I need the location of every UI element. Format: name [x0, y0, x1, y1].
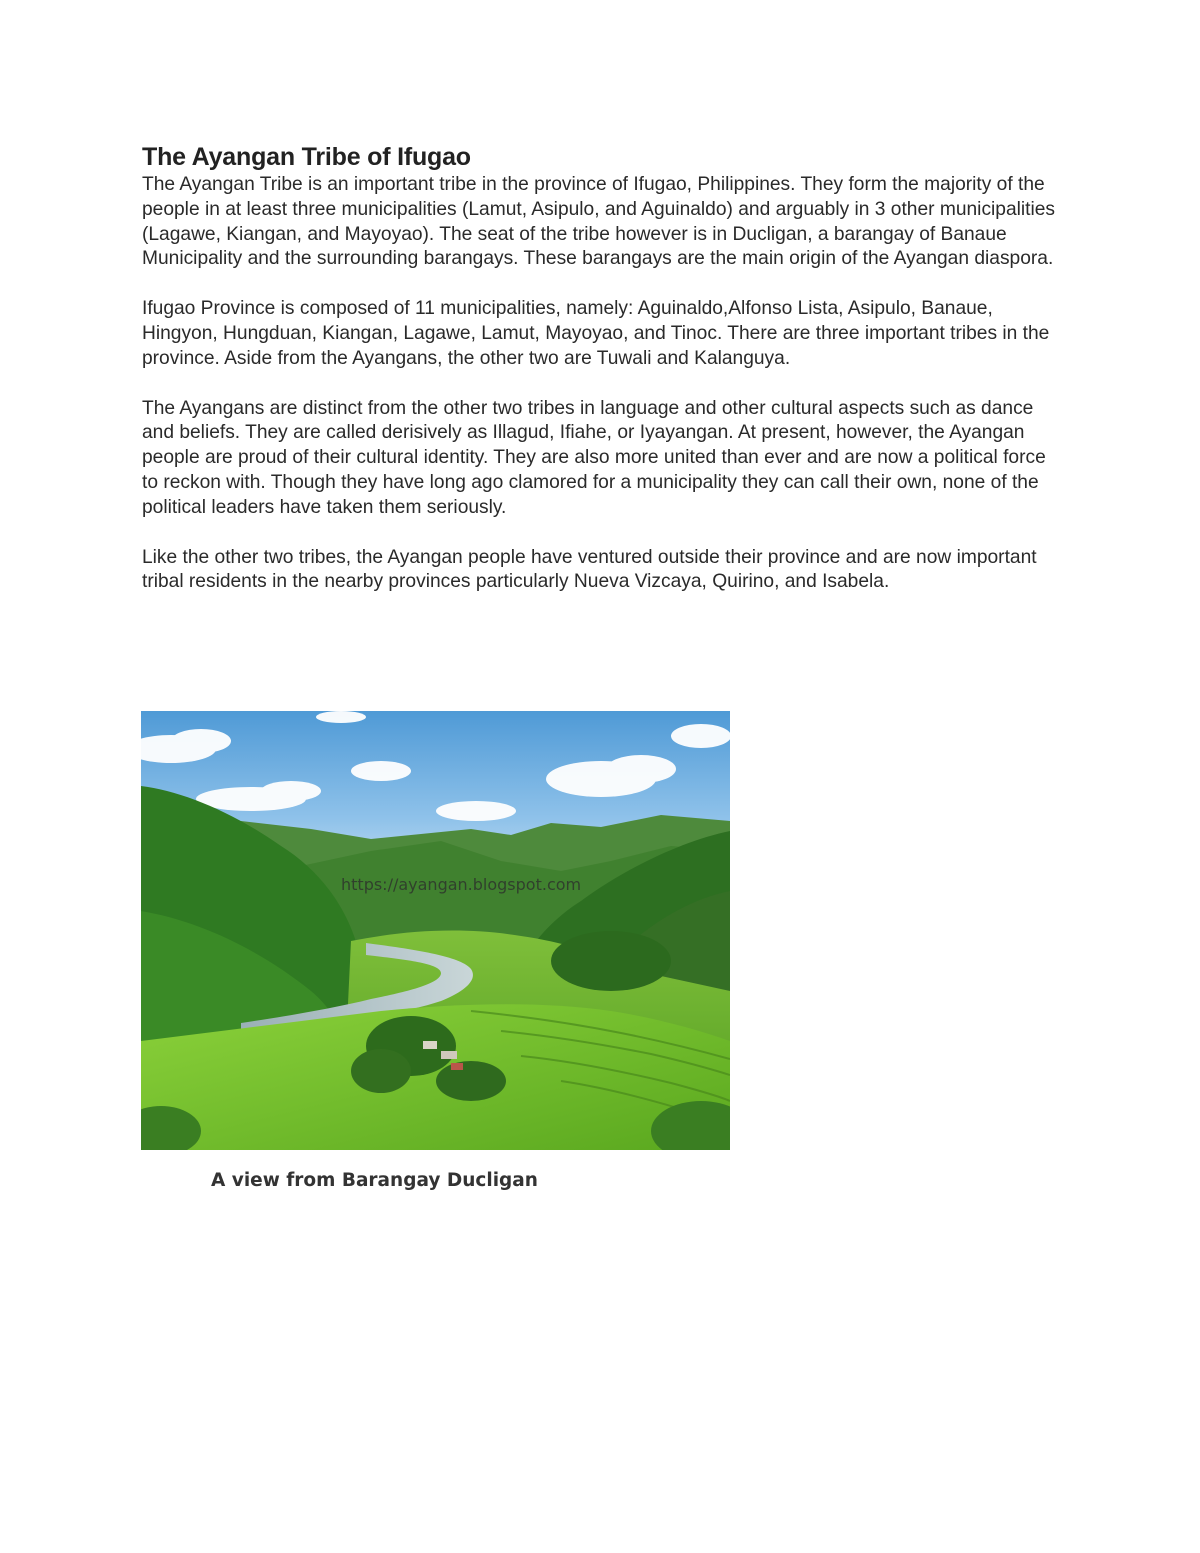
- figure-caption: A view from Barangay Ducligan: [211, 1170, 538, 1191]
- paragraph-diaspora: Like the other two tribes, the Ayangan people have ventured outside their province and are now important tribal residents in the nearby provinces particularly Nueva Vizcaya, Quirino, and Isabela.: [142, 546, 1037, 593]
- landscape-photo: [141, 711, 730, 1150]
- paragraph-distinct: The Ayangans are distinct from the other two tribes in language and other cultural aspects such as dance and beliefs. They are called derisively as Illagud, Ifiahe, or Iyayangan. At present, however, the Ayangan people are proud of their cultural identity. They are also more united than ever and are now a political force to reckon with. Though they have long ago clamored for a municipality they can call their own, none of the political leaders have taken them seriously.: [142, 397, 1046, 518]
- paragraph-intro: The Ayangan Tribe is an important tribe in the province of Ifugao, Philippines. They form the majority of the people in at least three municipalities (Lamut, Asipulo, and Aguinaldo) and arguably in 3 other municipalities (Lagawe, Kiangan, and Mayoyao). The seat of the tribe however is in Ducligan, a barangay of Banaue Municipality and the surrounding barangays. These barangays are the main origin of the Ayangan diaspora.: [142, 174, 1056, 270]
- paragraph-municipalities: Ifugao Province is composed of 11 municipalities, namely: Aguinaldo,Alfonso Lista, Asipulo, Banaue, Hingyon, Hungduan, Kiangan, Lagawe, Lamut, Mayoyao, and Tinoc. There are three important tribes in the province. Aside from the Ayangans, the other two are Tuwali and Kalanguya.: [142, 298, 1050, 369]
- landscape-illustration: [141, 711, 730, 1150]
- page-title: The Ayangan Tribe of Ifugao: [142, 143, 471, 171]
- photo-watermark: https://ayangan.blogspot.com: [341, 875, 582, 894]
- document-body: [142, 143, 1067, 620]
